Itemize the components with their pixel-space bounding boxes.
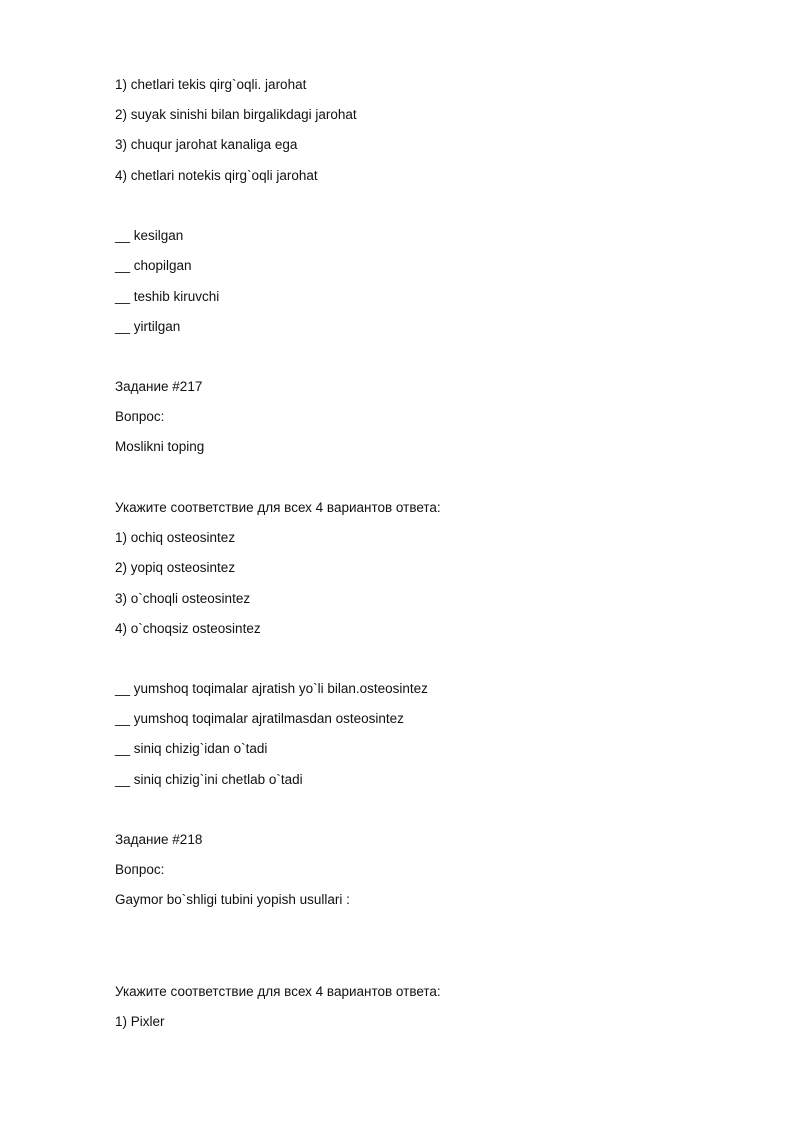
- option-item: 2) yopiq osteosintez: [115, 560, 236, 575]
- task-title: Задание #217: [115, 379, 203, 394]
- option-item: 1) chetlari tekis qirg`oqli. jarohat: [115, 77, 307, 92]
- option-item: 4) o`choqsiz osteosintez: [115, 621, 261, 636]
- question-label: Вопрос:: [115, 409, 165, 424]
- option-item: 1) Pixler: [115, 1014, 165, 1029]
- question-text: Gaymor bo`shligi tubini yopish usullari :: [115, 892, 350, 907]
- instruction-text: Укажите соответствие для всех 4 вариантов ответа:: [115, 500, 441, 515]
- match-item: __ siniq chizig`ini chetlab o`tadi: [115, 772, 303, 787]
- match-item: __ yirtilgan: [115, 319, 181, 334]
- question-label: Вопрос:: [115, 862, 165, 877]
- match-item: __ kesilgan: [115, 228, 184, 243]
- match-item: __ yumshoq toqimalar ajratish yo`li bilan.osteosintez: [115, 681, 428, 696]
- option-item: 1) ochiq osteosintez: [115, 530, 236, 545]
- option-item: 3) chuqur jarohat kanaliga ega: [115, 137, 298, 152]
- match-item: __ siniq chizig`idan o`tadi: [115, 741, 268, 756]
- task-title: Задание #218: [115, 832, 203, 847]
- instruction-text: Укажите соответствие для всех 4 вариантов ответа:: [115, 984, 441, 999]
- match-item: __ chopilgan: [115, 258, 192, 273]
- option-item: 4) chetlari notekis qirg`oqli jarohat: [115, 168, 318, 183]
- question-text: Moslikni toping: [115, 439, 205, 454]
- match-item: __ teshib kiruvchi: [115, 289, 220, 304]
- option-item: 3) o`choqli osteosintez: [115, 591, 251, 606]
- option-item: 2) suyak sinishi bilan birgalikdagi jarohat: [115, 107, 357, 122]
- match-item: __ yumshoq toqimalar ajratilmasdan osteosintez: [115, 711, 404, 726]
